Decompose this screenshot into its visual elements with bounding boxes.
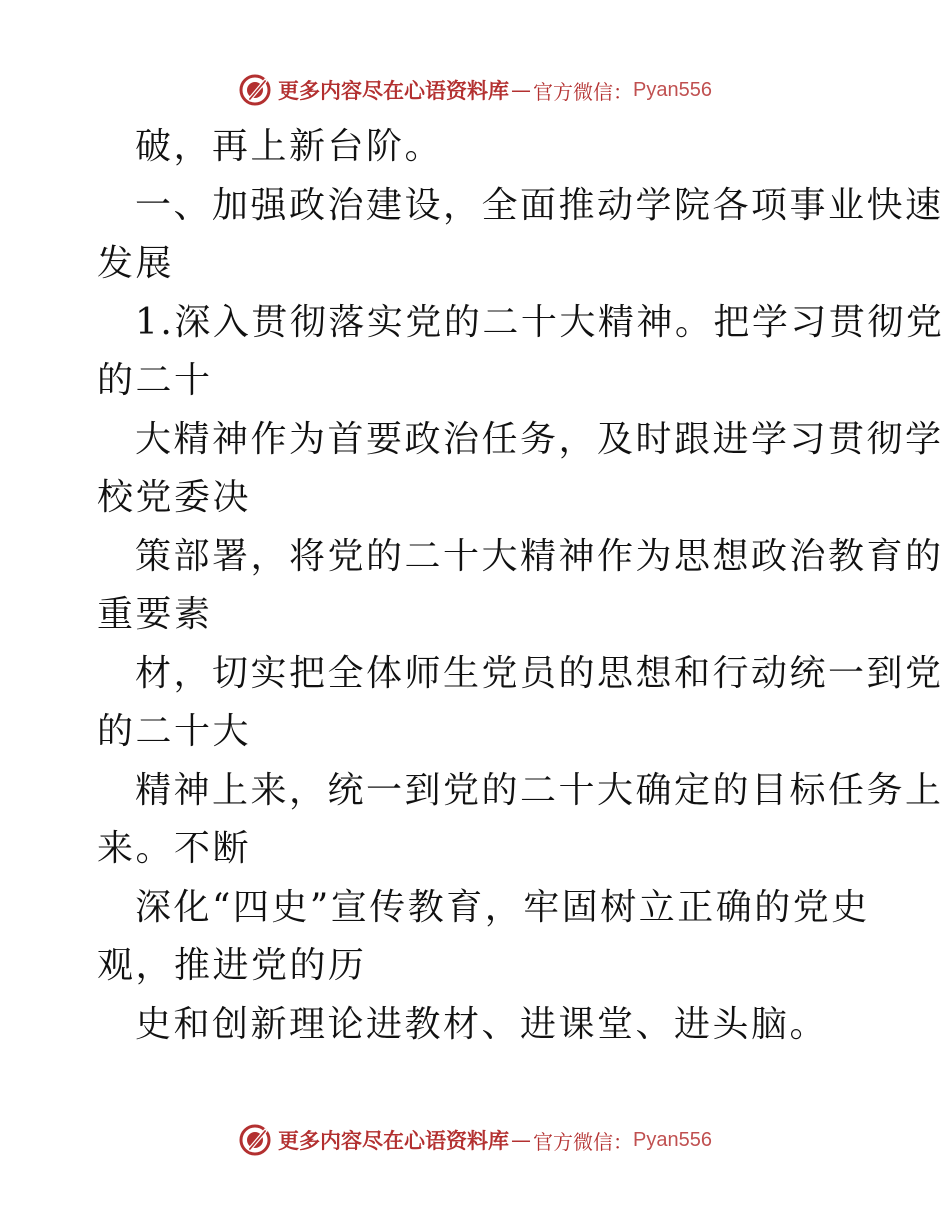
body-line: 的二十大 (97, 711, 252, 752)
body-line: 策部署，将党的二十大精神作为思想政治教育的 (135, 535, 944, 577)
body-line: 材，切实把全体师生党员的思想和行动统一到党 (135, 652, 944, 694)
watermark-main-text: 更多内容尽在心语资料库 (278, 78, 510, 103)
body-line: 史和创新理论进教材、进课堂、进头脑。 (135, 1003, 829, 1045)
watermark-id: Pyan556 (633, 78, 712, 101)
body-line: 精神上来，统一到党的二十大确定的目标任务上 (135, 769, 944, 811)
watermark-separator: — (511, 78, 532, 102)
watermark-separator: — (511, 1128, 532, 1152)
pen-logo-icon (238, 1123, 272, 1157)
body-line: 发展 (97, 243, 175, 284)
body-line: 1.深入贯彻落实党的二十大精神。把学习贯彻党 (135, 301, 945, 343)
header-watermark (0, 70, 950, 110)
document-body (97, 118, 945, 1054)
watermark-main-text: 更多内容尽在心语资料库 (278, 1128, 510, 1153)
body-line: 一、加强政治建设，全面推动学院各项事业快速 (135, 184, 944, 226)
footer-watermark (0, 1120, 950, 1160)
watermark-label: 官方微信： (533, 1129, 634, 1154)
body-line: 大精神作为首要政治任务，及时跟进学习贯彻学 (135, 418, 944, 460)
body-line: 观，推进党的历 (97, 945, 367, 986)
body-line: 来。不断 (97, 828, 252, 869)
body-line: 重要素 (97, 594, 213, 635)
body-line: 深化“四史”宣传教育，牢固树立正确的党史 (135, 886, 870, 928)
watermark-label: 官方微信： (533, 79, 634, 104)
watermark-id: Pyan556 (633, 1128, 712, 1151)
body-line: 的二十 (97, 360, 213, 401)
body-line: 破，再上新台阶。 (135, 126, 444, 167)
pen-logo-icon (238, 73, 272, 107)
body-line: 校党委决 (97, 477, 252, 518)
